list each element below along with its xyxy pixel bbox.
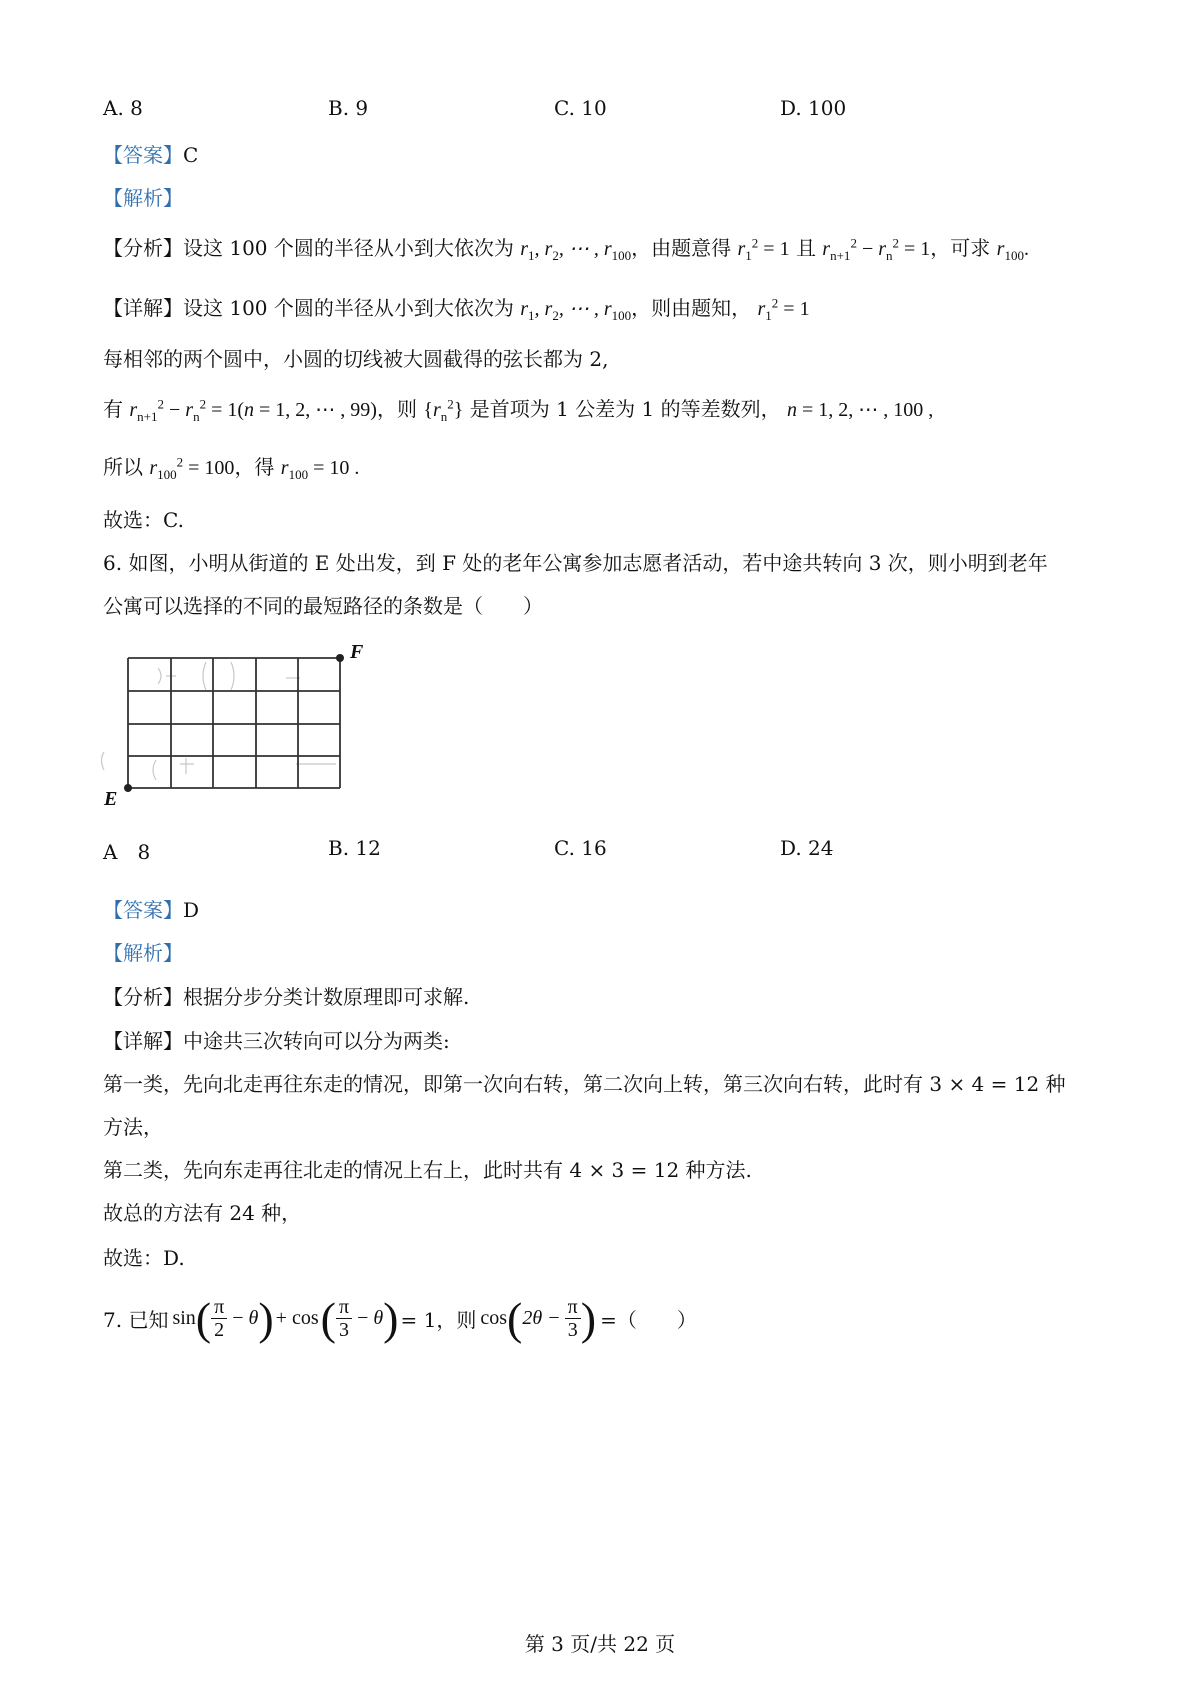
q5-choice: 故选：C. [103,508,184,532]
minus: − [227,1306,249,1329]
frac-pi-over-3: $\frac{\pi}{3}$ [336,1296,352,1341]
street-grid-figure [96,640,386,815]
recurrence-2: $r_{n+1}^2 - r_n^2 = 1(n = 1$, 2, ⋯ , 99) [129,396,377,424]
theta: θ [248,1306,259,1329]
paren-open: ( [195,1292,212,1344]
q6-class1-line1: 第一类，先向北走再往东走的情况，即第一次向右转，第二次向上转，第三次向右转，此时有 3 × 4 = 12 种 [103,1072,1066,1096]
q5-option-c: C. 10 [554,96,607,120]
cos-label: cos [480,1306,508,1329]
q6-option-b: B. 12 [328,836,381,860]
r100-squared: $r_{100}^2 = 100$ [149,454,235,482]
theta-2: θ [373,1306,384,1329]
answer-value: D [183,898,200,922]
r1-squared: $r_1^2 = 1$ [737,235,790,263]
paren-open-3: ( [507,1292,523,1344]
q6-class2: 第二类，先向东走再往北走的情况上右上，此时共有 4 × 3 = 12 种方法. [103,1158,752,1182]
radius-sequence: $r_1$, $r_2$, ⋯ , $r_{100}$ [520,238,632,263]
xiangjie-text: 设这 100 个圆的半径从小到大依次为 [183,296,514,320]
paren-close: ) [258,1292,274,1344]
fenxi-end: ，可求 [930,236,991,260]
q6-option-a: A 8 [103,840,151,864]
line3-pre: 有 [103,397,123,421]
page-footer: 第 3 页/共 22 页 [524,1632,676,1656]
n-range: n = 1, 2, ⋯ , 100 , [786,399,934,421]
answer-value: C [183,143,199,167]
fenxi-tag: 【分析】 [103,985,183,1009]
q6-option-c: C. 16 [554,836,607,860]
fenxi-and: 且 [795,236,816,260]
q6-total: 故总的方法有 24 种， [103,1201,302,1225]
q6-class1-line2: 方法， [103,1115,163,1139]
q7-pre: 7. 已知 [103,1307,169,1332]
paren-open-2: ( [320,1292,336,1344]
fenxi-text: 根据分步分类计数原理即可求解. [183,985,470,1009]
line3-mid: ，则 [376,397,417,421]
recurrence: $r_{n+1}^2 - r_n^2 = 1$ [822,235,931,263]
q5-option-a: A. 8 [103,96,143,120]
q5-xiangjie [103,292,810,324]
frac-pi-over-2: $\frac{\pi}{2}$ [211,1296,227,1341]
two-theta: 2θ − [522,1306,561,1329]
q6-fenxi [103,981,469,1010]
r1-squared-2: $r_1^2 = 1$ [757,295,810,323]
xiangjie-mid: ，则由题知， [631,296,752,320]
q6-option-d: D. 24 [780,836,834,860]
q5-line2: 每相邻的两个圆中，小圆的切线被大圆截得的弦长都为 2, [103,347,609,371]
q6-analysis-tag: 【解析】 [103,941,183,965]
q6-stem-line2: 公寓可以选择的不同的最短路径的条数是（ ） [103,594,543,618]
q5-option-d: D. 100 [780,96,847,120]
line4-pre: 所以 [103,455,143,479]
xiangjie-tag: 【详解】 [103,1029,183,1053]
line3-post: 是首项为 1 公差为 1 的等差数列， [469,397,781,421]
r100: $r_{100}$ [996,238,1024,263]
paren-close-3: ) [580,1292,597,1344]
answer-tag: 【答案】 [103,898,183,922]
q5-line4 [103,451,359,483]
fenxi-tag: 【分析】 [103,236,183,260]
radius-sequence-2: $r_1$, $r_2$, ⋯ , $r_{100}$ [520,298,632,323]
answer-tag: 【答案】 [103,143,183,167]
xiangjie-tag: 【详解】 [103,296,183,320]
q7-stem [103,1290,697,1346]
sin-label: sin [172,1306,196,1329]
paren-close-2: ) [383,1292,399,1344]
q5-fenxi: 【分析】设这 100 个圆的半径从小到大依次为 $r_1$, $r_2$, ⋯ , $r_{100}$，由题意得 $r_1^2 = 1$ 且 $r_{n+1}^2 - r_n^2 = 1$，可求 $r_{100}$. [103,235,1029,263]
point-e [124,784,132,792]
label-f: F [350,641,364,663]
plus-cos: + cos [275,1306,319,1329]
eq1: = 1，则 [400,1307,477,1332]
q6-choice: 故选：D. [103,1246,185,1270]
q5-analysis-tag: 【解析】 [103,186,183,210]
xiangjie-text: 中途共三次转向可以分为两类: [183,1029,450,1053]
faint-background-marks [102,662,337,780]
q6-answer [103,894,199,923]
fenxi-text: 设这 100 个圆的半径从小到大依次为 [183,236,514,260]
fenxi-mid: ，由题意得 [631,236,732,260]
sequence-set: $\{r_n^2\}$ [423,396,464,424]
label-e: E [104,788,118,810]
frac-pi-over-3-b: $\frac{\pi}{3}$ [565,1296,581,1341]
q5-line3 [103,393,933,425]
point-f [336,654,344,662]
q5-answer [103,139,198,168]
r100-value: $r_{100} = 10$ . [280,457,360,482]
eq-tail: =（ ） [600,1307,697,1332]
q6-xiangjie [103,1025,450,1054]
q6-stem-line1: 6. 如图，小明从街道的 E 处出发，到 F 处的老年公寓参加志愿者活动，若中途共转向 3 次，则小明到老年 [103,551,1048,575]
line4-mid: ，得 [234,455,275,479]
q5-option-b: B. 9 [328,96,369,120]
minus-2: − [352,1306,374,1329]
